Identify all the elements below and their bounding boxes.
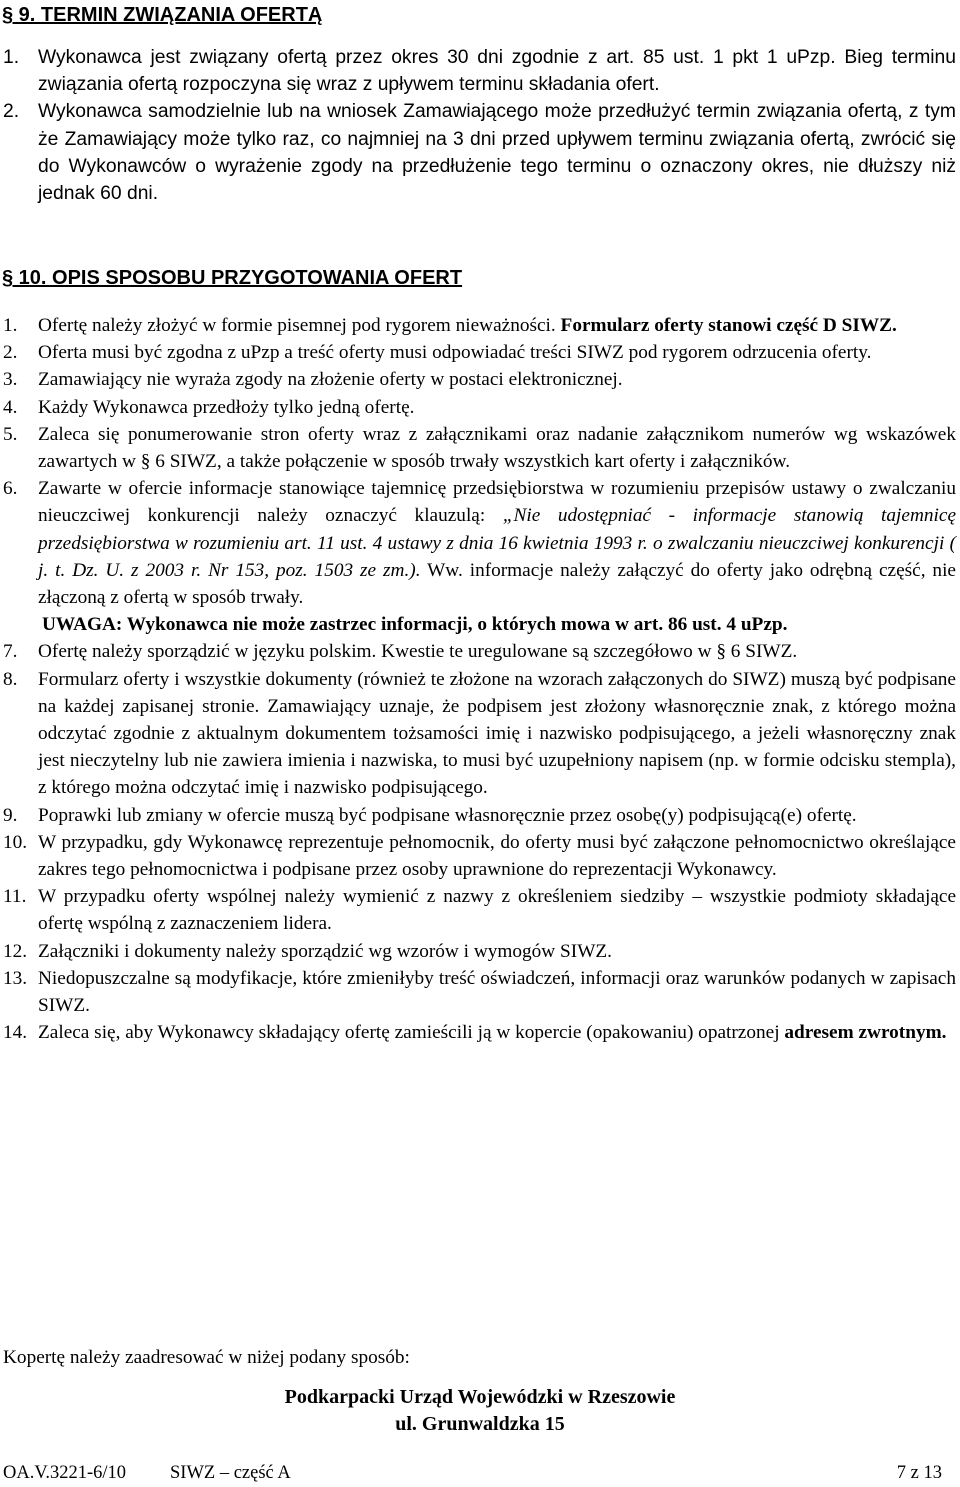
- list-item: [0, 666, 956, 802]
- item-text: Zawarte w ofercie informacje stanowiące tajemnicę przedsiębiorstwa w rozumieniu przepisów ustawy o zwalczaniu nieuczciwej konkurencji należy oznaczyć klauzulą:: [38, 478, 956, 527]
- section-10-heading: § 10. OPIS SPOSOBU PRZYGOTOWANIA OFERT: [2, 267, 463, 289]
- section-9-heading: § 9. TERMIN ZWIĄZANIA OFERTĄ: [2, 4, 323, 26]
- item-text: Wykonawca jest związany ofertą przez okres 30 dni zgodnie z art. 85 ust. 1 pkt 1 uPzp. Bieg terminu związania ofertą rozpoczyna się wraz z upływem terminu składania ofert.: [38, 47, 956, 96]
- section-9-list: [0, 44, 956, 207]
- item-number: 12.: [3, 940, 28, 962]
- item-number: 1.: [3, 47, 20, 68]
- item-text: Zaleca się, aby Wykonawcy składający ofertę zamieścili ją w kopercie (opakowaniu) opatrzonej: [38, 1022, 785, 1044]
- item-number: 2.: [3, 101, 20, 123]
- item-number: 4.: [3, 396, 18, 418]
- list-item: [0, 421, 956, 475]
- item-text: Poprawki lub zmiany w ofercie muszą być podpisane własnoręcznie przez osobę(y) podpisującą(e) ofertę.: [38, 804, 857, 826]
- item-text: Ofertę należy złożyć w formie pisemnej pod rygorem nieważności.: [38, 315, 561, 336]
- list-item: [0, 366, 956, 393]
- list-item: [0, 938, 956, 965]
- page-footer: [0, 1460, 942, 1486]
- item-number: 7.: [3, 641, 18, 663]
- item-number: 2.: [3, 342, 18, 364]
- address-line-1: Podkarpacki Urząd Wojewódzki w Rzeszowie: [284, 1386, 676, 1408]
- item-text: Zaleca się ponumerowanie stron oferty wraz z załącznikami oraz nadanie załącznikom numerów wg wskazówek zawartych w § 6 SIWZ, a także połączenie w sposób trwały wszystkich kart oferty i załączników.: [38, 423, 956, 473]
- footer-document-name: SIWZ – część A: [170, 1463, 291, 1483]
- item-number: 5.: [3, 423, 18, 445]
- footer-reference: OA.V.3221-6/10: [3, 1463, 126, 1483]
- list-item: [0, 883, 956, 937]
- item-text: Zamawiający nie wyraża zgody na złożenie oferty w postaci elektronicznej.: [38, 369, 623, 391]
- footer-page-number: 7 z 13: [896, 1463, 942, 1483]
- item-number: 14.: [3, 1022, 28, 1044]
- item-text: Załączniki i dokumenty należy sporządzić wg wzorów i wymogów SIWZ.: [38, 940, 612, 962]
- list-item: [0, 965, 956, 1019]
- list-item: [0, 394, 956, 421]
- item-text-continued: Ww. informacje należy załączyć do oferty jako odrębną część, nie złączoną z ofertą w sposób trwały.: [38, 559, 956, 609]
- list-item: [0, 44, 956, 98]
- list-item: [0, 312, 956, 339]
- item-text: W przypadku, gdy Wykonawcę reprezentuje pełnomocnik, do oferty musi być załączone pełnomocnictwo określające zakres tego pełnomocnictwa i podpisane przez osoby uprawnione do reprezentacji Wykonawcy.: [38, 831, 956, 881]
- item-number: 8.: [3, 668, 18, 690]
- item-number: 3.: [3, 369, 18, 391]
- item-number: 1.: [3, 315, 18, 336]
- list-item: [0, 638, 956, 665]
- envelope-instruction: Kopertę należy zaadresować w niżej podany sposób:: [3, 1347, 410, 1368]
- list-item: [0, 1019, 956, 1046]
- item-bold-text: adresem zwrotnym.: [784, 1022, 947, 1044]
- item-text: Wykonawca samodzielnie lub na wniosek Zamawiającego może przedłużyć termin związania ofertą, z tym że Zamawiający może tylko raz, co najmniej na 3 dni przed upływem terminu związania ofertą, zwrócić się do Wykonawców o wyrażenie zgody na przedłużenie tego terminu o oznaczony okres, nie dłuższy niż jednak 60 dni.: [38, 101, 956, 205]
- list-item: [0, 829, 956, 883]
- list-item: [0, 802, 956, 829]
- item-number: 10.: [3, 831, 28, 853]
- item-number: 6.: [3, 478, 18, 500]
- list-item: [0, 475, 956, 638]
- item-bold-text: Formularz oferty stanowi część D SIWZ.: [560, 315, 897, 336]
- warning-note: UWAGA: Wykonawca nie może zastrzec informacji, o których mowa w art. 86 ust. 4 uPzp.: [42, 614, 788, 636]
- item-number: 11.: [3, 886, 27, 908]
- item-number: 13.: [3, 967, 28, 989]
- item-text: Każdy Wykonawca przedłoży tylko jedną ofertę.: [38, 396, 415, 418]
- item-text: Niedopuszczalne są modyfikacje, które zmieniłyby treść oświadczeń, informacji oraz warunków podanych w zapisach SIWZ.: [38, 967, 956, 1017]
- item-text: Formularz oferty i wszystkie dokumenty (również te złożone na wzorach załączonych do SIWZ) muszą być podpisane na każdej zapisanej stronie. Zamawiający uznaje, że podpisem jest złożony własnoręcznie znak, z którego można odczytać zgodnie z aktualnym dokumentem tożsamości imię i nazwisko podpisującego, a jeżeli własnoręczny znak jest nieczytelny lub nie zawiera imienia i nazwiska, to musi być uzupełniony napisem (np. w formie odcisku stempla), z którego można odczytać imię i nazwisko podpisującego.: [38, 668, 956, 799]
- item-text: Ofertę należy sporządzić w języku polskim. Kwestie te uregulowane są szczegółowo w § 6 SIWZ.: [38, 641, 798, 663]
- item-italic-clause: „Nie udostępniać - informacje stanowią tajemnicę przedsiębiorstwa w rozumieniu art. 11 ust. 4 ustawy z dnia 16 kwietnia 1993 r. o zwalczaniu nieuczciwej konkurencji ( j. t. Dz. U. z 2003 r. Nr 153, poz. 1503 ze zm.).: [38, 505, 956, 581]
- item-text: Oferta musi być zgodna z uPzp a treść oferty musi odpowiadać treści SIWZ pod rygorem odrzucenia oferty.: [38, 342, 872, 364]
- section-10-list: [0, 312, 956, 1046]
- list-item: [0, 339, 956, 366]
- list-item: [0, 98, 956, 207]
- item-text: W przypadku oferty wspólnej należy wymienić z nazwy z określeniem siedziby – wszystkie podmioty składające ofertę wspólną z zaznaczeniem lidera.: [38, 886, 956, 935]
- item-number: 9.: [3, 804, 18, 826]
- address-line-2: ul. Grunwaldzka 15: [395, 1413, 565, 1435]
